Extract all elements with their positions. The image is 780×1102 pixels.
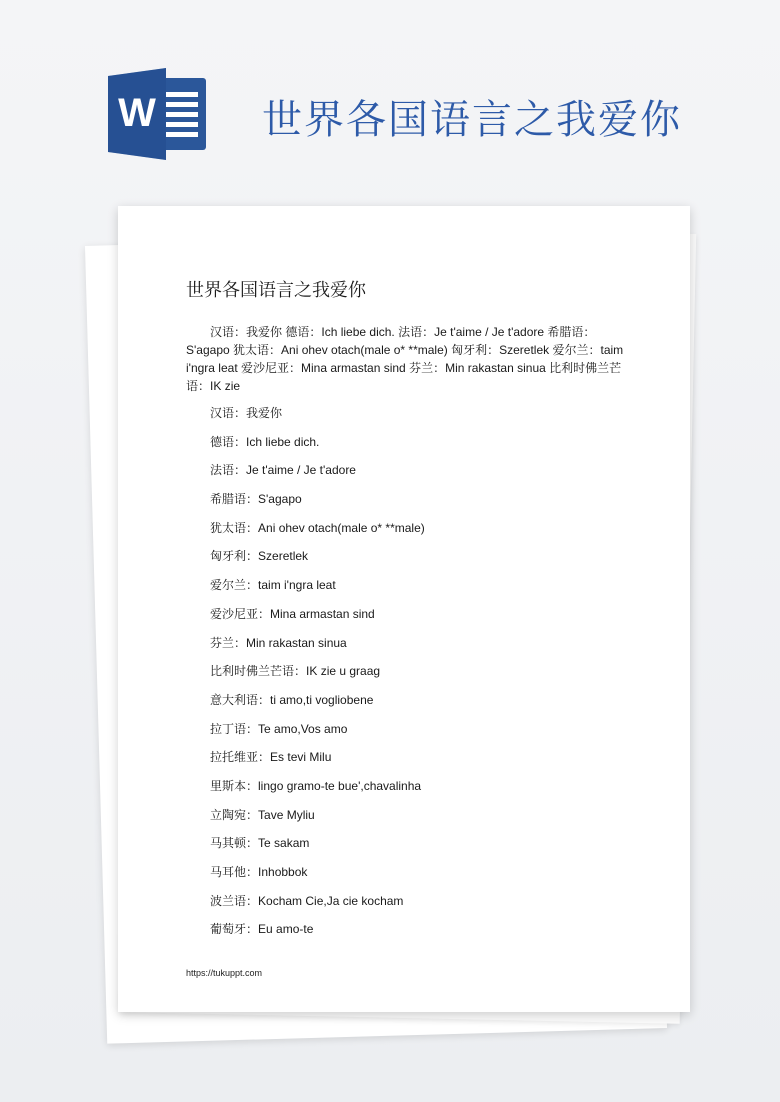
- language-phrase: Szeretlek: [258, 549, 309, 564]
- language-line: [210, 547, 425, 576]
- language-line: [210, 605, 425, 634]
- intro-label: 法语：: [398, 325, 435, 339]
- language-label: 希腊语：: [210, 492, 259, 507]
- language-line: [210, 806, 425, 835]
- language-label: 犹太语：: [210, 520, 259, 535]
- language-phrase: Min rakastan sinua: [246, 635, 347, 650]
- language-line: [210, 461, 425, 490]
- intro-label: 希腊语：: [547, 325, 596, 339]
- intro-value: S'agapo: [186, 343, 233, 357]
- language-phrase: ti amo,ti vogliobene: [270, 692, 374, 707]
- language-label: 匈牙利：: [210, 549, 259, 564]
- intro-value: Ani ohev otach(male o* **male): [281, 343, 452, 357]
- language-line: [210, 863, 425, 892]
- intro-paragraph: [186, 323, 626, 395]
- language-phrase: Mina armastan sind: [270, 606, 375, 621]
- language-label: 德语：: [210, 434, 247, 449]
- document-page: [118, 206, 690, 1012]
- intro-value: Min rakastan sinua: [445, 361, 550, 375]
- language-phrase: taim i'ngra leat: [258, 578, 336, 593]
- language-list: [210, 404, 425, 949]
- language-label: 汉语：: [210, 406, 247, 420]
- intro-label: 比利时佛兰芒语：: [186, 361, 622, 393]
- language-phrase: lingo gramo-te bue',chavalinha: [258, 778, 422, 793]
- banner-title: 世界各国语言之我爱你: [262, 97, 682, 143]
- language-phrase: Es tevi Milu: [270, 750, 332, 765]
- language-line: [210, 748, 425, 777]
- language-label: 拉丁语：: [210, 721, 259, 736]
- language-label: 波兰语：: [210, 893, 259, 908]
- language-label: 爱沙尼亚：: [210, 606, 271, 621]
- intro-label: 汉语：: [210, 325, 247, 339]
- intro-label: 爱沙尼亚：: [241, 361, 302, 375]
- language-phrase: Je t'aime / Je t'adore: [246, 463, 356, 478]
- language-phrase: Te amo,Vos amo: [258, 721, 348, 736]
- language-label: 芬兰：: [210, 635, 247, 650]
- language-phrase: Te sakam: [258, 836, 310, 851]
- language-phrase: Eu amo-te: [258, 922, 314, 937]
- language-label: 马耳他：: [210, 865, 259, 879]
- language-phrase: S'agapo: [258, 492, 302, 507]
- language-label: 里斯本：: [210, 778, 259, 793]
- language-line: [210, 519, 425, 548]
- language-label: 比利时佛兰芒语：: [210, 664, 307, 679]
- intro-value: IK zie: [210, 379, 241, 393]
- language-label: 马其顿：: [210, 836, 259, 851]
- language-label: 爱尔兰：: [210, 578, 259, 593]
- language-line: [210, 920, 425, 949]
- language-line: [210, 404, 425, 433]
- intro-label: 德语：: [285, 325, 322, 339]
- intro-label: 芬兰：: [409, 361, 446, 375]
- language-label: 立陶宛：: [210, 807, 259, 822]
- language-line: [210, 691, 425, 720]
- intro-value: Szeretlek: [499, 343, 553, 357]
- intro-value: taim i'ngra leat: [186, 343, 624, 375]
- language-line: [210, 490, 425, 519]
- language-phrase: Tave Myliu: [258, 807, 315, 822]
- language-line: [210, 576, 425, 605]
- language-phrase: 我爱你: [246, 406, 283, 420]
- intro-value: Ich liebe dich.: [321, 325, 399, 339]
- language-line: [210, 662, 425, 691]
- language-label: 意大利语：: [210, 692, 271, 707]
- language-line: [210, 634, 425, 663]
- language-line: [210, 834, 425, 863]
- document-title: 世界各国语言之我爱你: [186, 280, 366, 301]
- intro-value: Mina armastan sind: [301, 361, 410, 375]
- language-phrase: Ich liebe dich.: [246, 434, 320, 449]
- intro-value: Je t'aime / Je t'adore: [434, 325, 548, 339]
- language-line: [210, 777, 425, 806]
- language-phrase: Kocham Cie,Ja cie kocham: [258, 893, 404, 908]
- language-phrase: Ani ohev otach(male o* **male): [258, 520, 425, 535]
- language-label: 葡萄牙：: [210, 922, 259, 937]
- intro-value: 我爱你: [246, 325, 286, 339]
- intro-label: 爱尔兰：: [552, 343, 601, 357]
- svg-text:W: W: [118, 91, 156, 135]
- language-label: 拉托维亚：: [210, 750, 271, 765]
- language-line: [210, 720, 425, 749]
- language-label: 法语：: [210, 463, 247, 478]
- language-line: [210, 892, 425, 921]
- intro-label: 匈牙利：: [451, 343, 500, 357]
- language-phrase: Inhobbok: [258, 865, 308, 879]
- word-icon: [108, 68, 208, 160]
- language-phrase: IK zie u graag: [306, 664, 381, 679]
- language-line: [210, 433, 425, 462]
- footer-url: https://tukuppt.com: [186, 968, 263, 978]
- intro-label: 犹太语：: [233, 343, 282, 357]
